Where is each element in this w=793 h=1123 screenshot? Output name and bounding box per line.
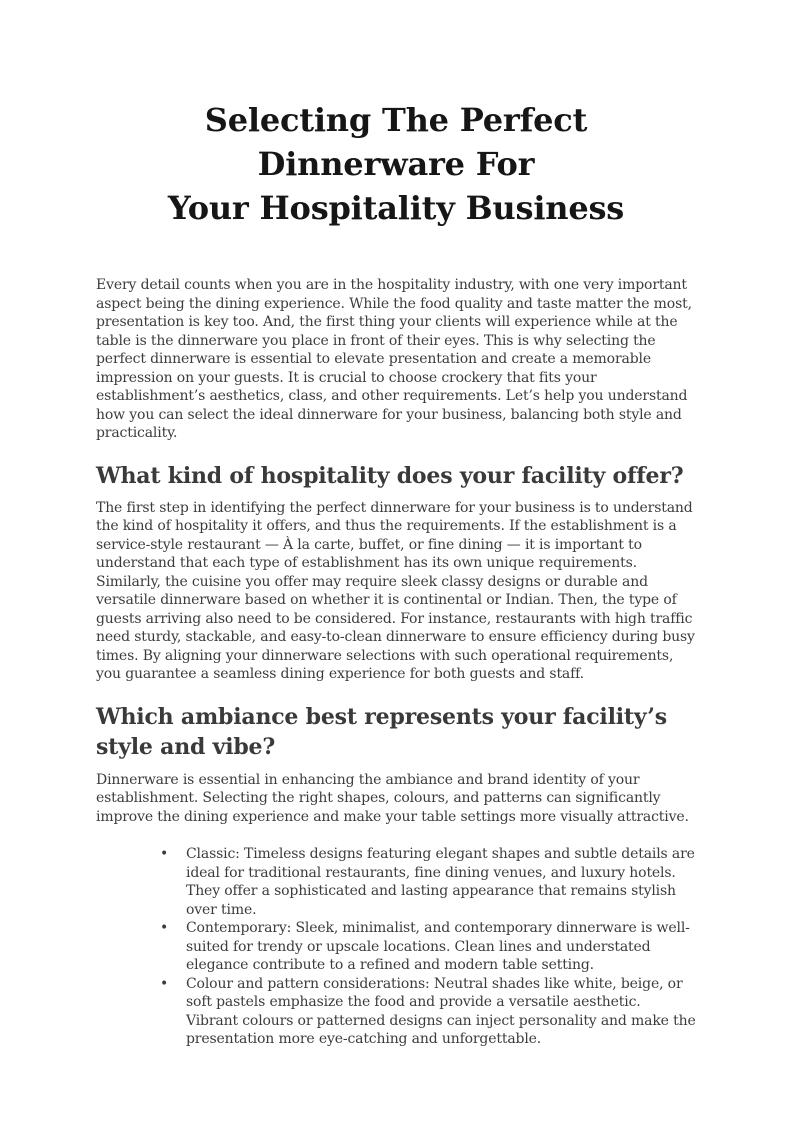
section-heading-ambiance: Which ambiance best represents your facility’s style and vibe? <box>96 703 667 760</box>
intro-paragraph: Every detail counts when you are in the hospitality industry, with one very important aspect being the dining experience. While the food quality and taste matter the most, presentation is key too. And, the first thing your clients will experience while at the table is the dinnerware you place in front of their eyes. This is why selecting the perfect dinnerware is essential to elevate presentation and create a memorable impression on your guests. It is crucial to choose crockery that fits your establishment’s aesthetics, class, and other requirements. Let’s help you understand how you can select the ideal dinnerware for your business, balancing both style and practicality. <box>96 277 692 441</box>
document-title <box>96 98 696 230</box>
section-body-hospitality-type: The first step in identifying the perfect dinnerware for your business is to understand the kind of hospitality it offers, and thus the requirements. If the establishment is a service-style restaurant — À la carte, buffet, or fine dining — it is important to understand that each type of establishment has its own unique requirements. Similarly, the cuisine you offer may require sleek classy designs or durable and versatile dinnerware based on whether it is continental or Indian. Then, the type of guests arriving also need to be considered. For instance, restaurants with high traffic need sturdy, stackable, and easy-to-clean dinnerware to ensure efficiency during busy times. By aligning your dinnerware selections with such operational requirements, you guarantee a seamless dining experience for both guests and staff. <box>96 499 695 682</box>
section-body-ambiance: Dinnerware is essential in enhancing the ambiance and brand identity of your establishment. Selecting the right shapes, colours, and patterns can significantly improve the dining experience and make your table settings more visually attractive. <box>96 771 689 825</box>
bullet-text: Colour and pattern considerations: Neutral shades like white, beige, or soft pastels emphasize the food and provide a versatile aesthetic. Vibrant colours or patterned designs can inject personality and make the presentation more eye-catching and unforgettable. <box>186 975 696 1047</box>
title-line-1: Selecting The Perfect Dinnerware For <box>204 101 588 183</box>
bullet-item-classic <box>160 845 696 919</box>
title-line-2: Your Hospitality Business <box>167 189 625 227</box>
ambiance-bullet-list <box>96 845 696 1049</box>
section-heading-hospitality-type: What kind of hospitality does your facility offer? <box>96 462 684 489</box>
bullet-item-contemporary <box>160 919 696 975</box>
bullet-text: Classic: Timeless designs featuring elegant shapes and subtle details are ideal for traditional restaurants, fine dining venues, and luxury hotels. They offer a sophisticated and lasting appearance that remains stylish over time. <box>186 846 695 918</box>
bullet-icon: • <box>160 975 169 992</box>
bullet-icon: • <box>160 846 169 862</box>
bullet-icon: • <box>160 920 169 936</box>
bullet-item-colour-pattern <box>160 975 696 1049</box>
bullet-text: Contemporary: Sleek, minimalist, and contemporary dinnerware is well-suited for trendy or upscale locations. Clean lines and understated elegance contribute to a refined and modern table setting. <box>186 920 690 973</box>
document-page <box>96 0 696 1049</box>
